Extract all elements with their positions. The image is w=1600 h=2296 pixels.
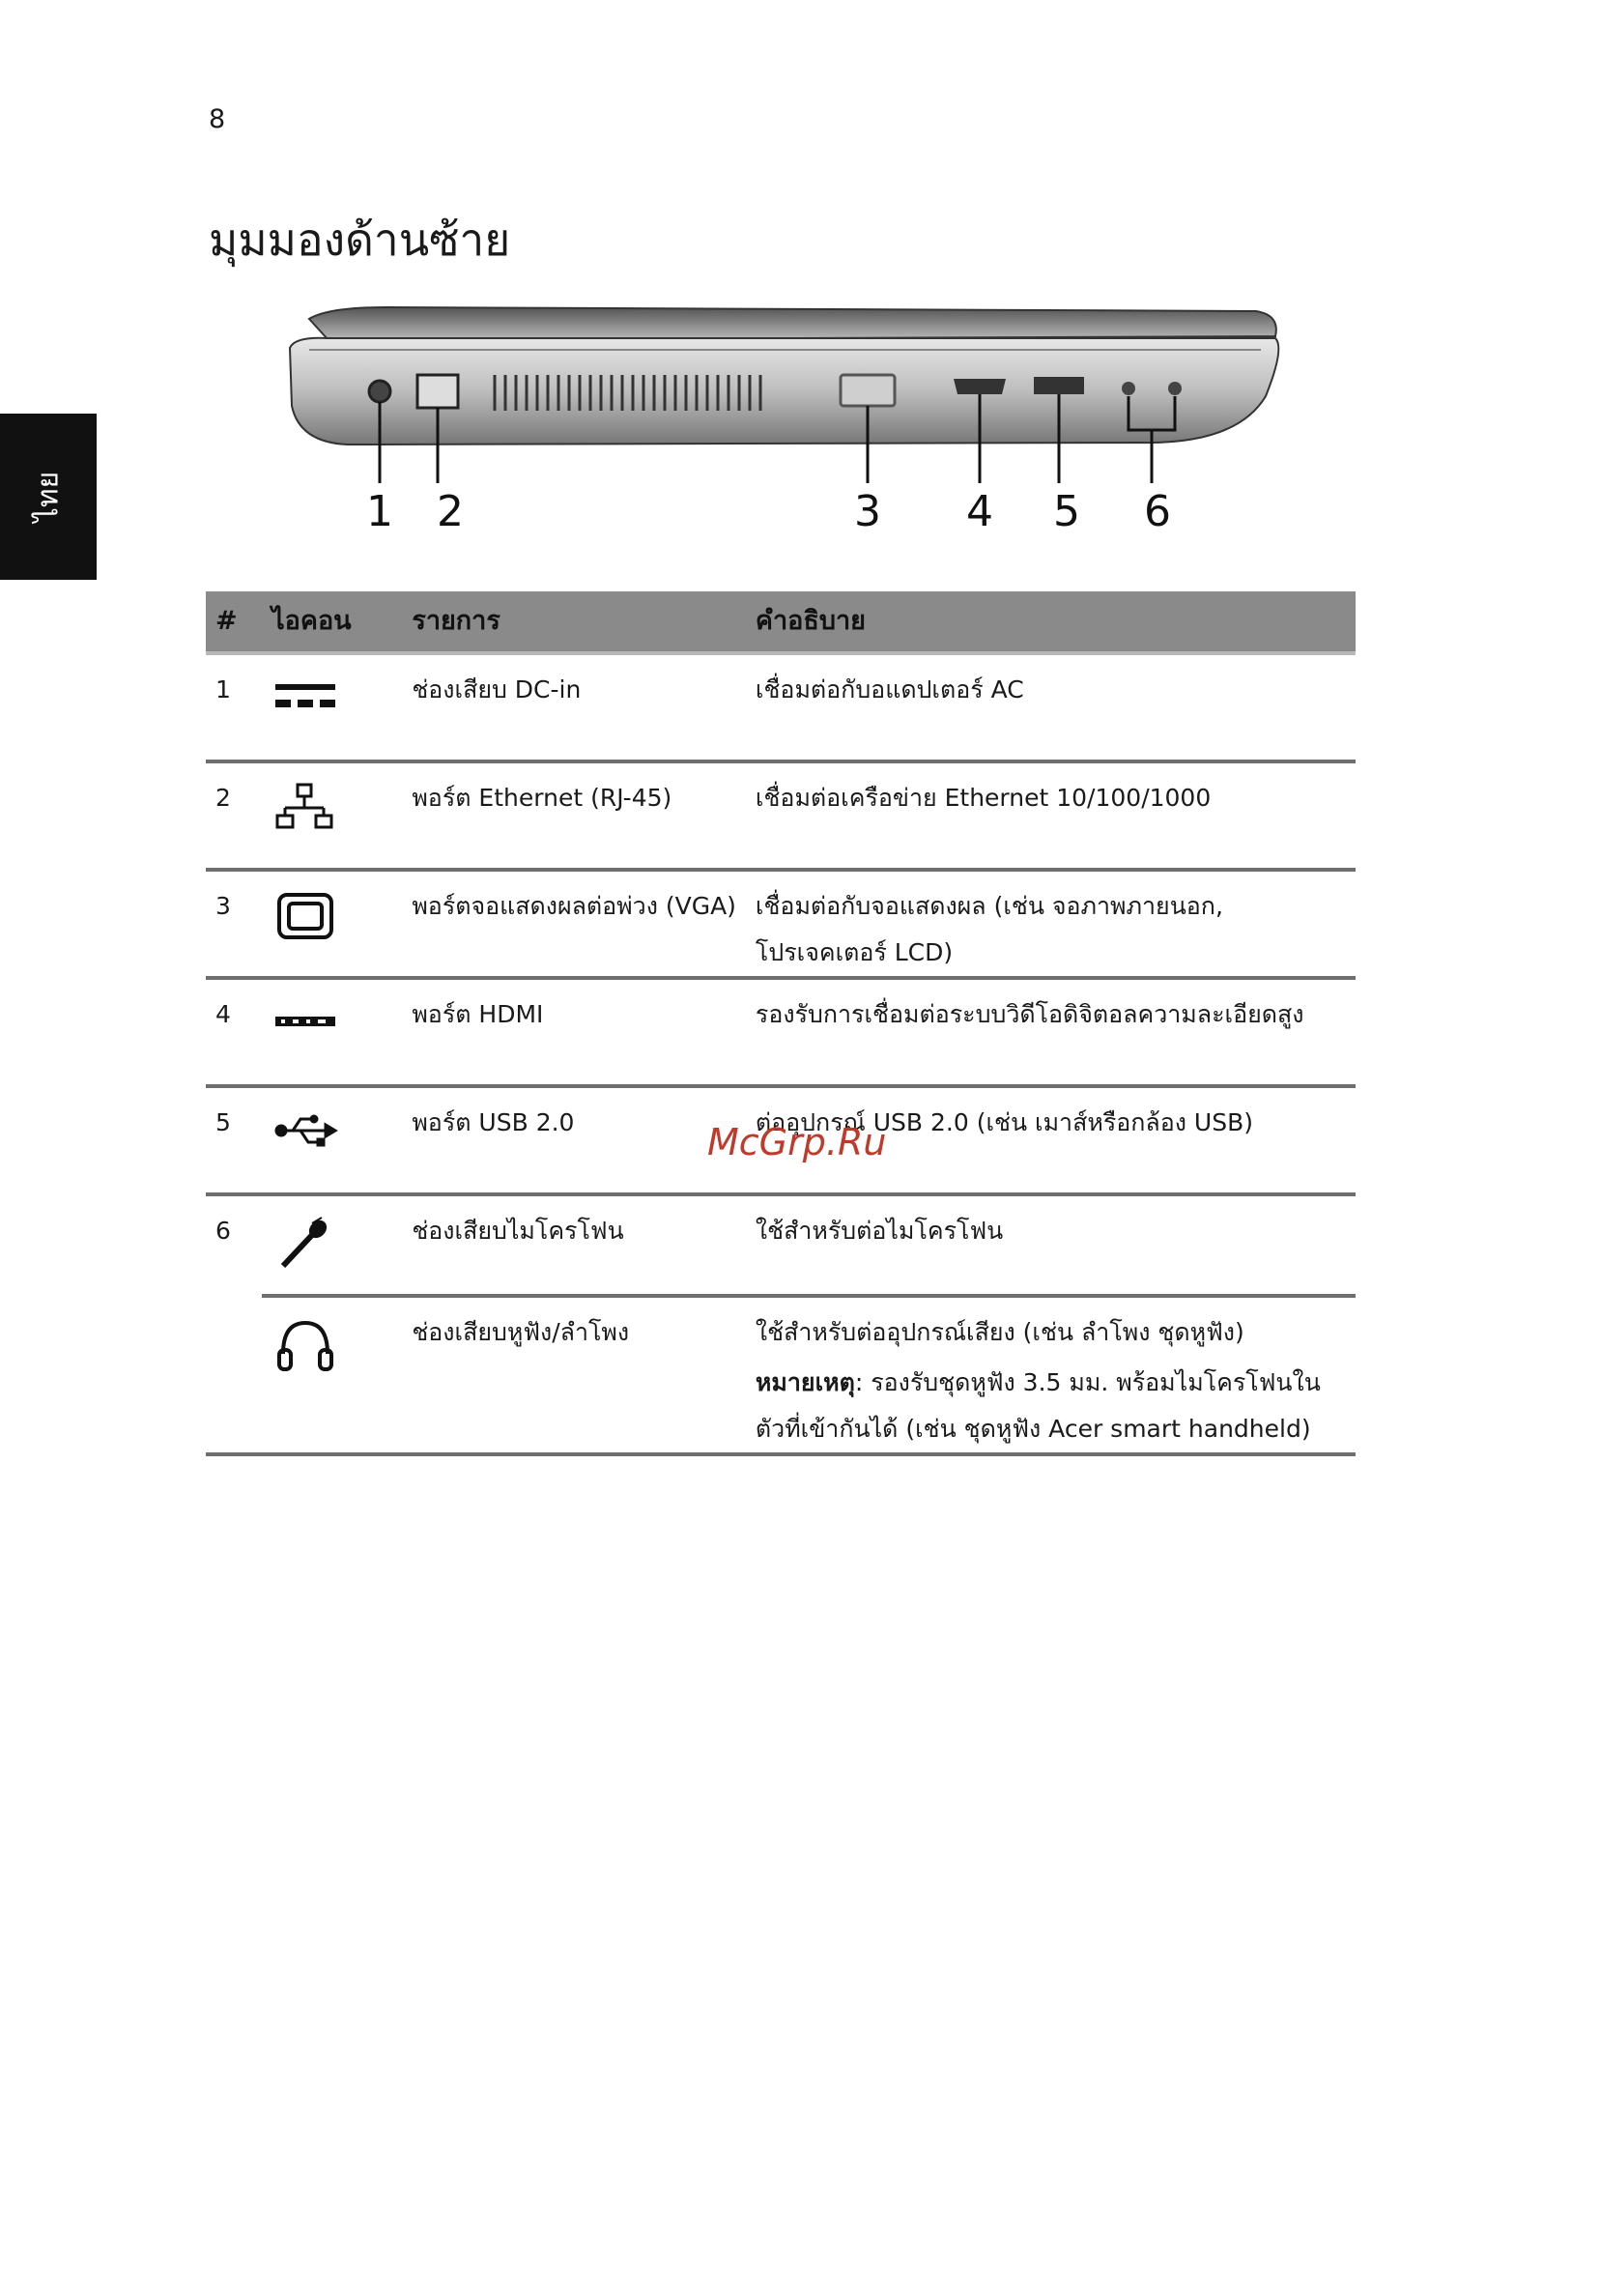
vga-port bbox=[841, 375, 895, 406]
callout-2: 2 bbox=[437, 487, 464, 536]
callout-6: 6 bbox=[1144, 487, 1171, 536]
vga-icon bbox=[271, 889, 339, 943]
row-num: 1 bbox=[206, 653, 262, 761]
language-tab bbox=[0, 414, 97, 580]
laptop-illustration bbox=[271, 290, 1295, 483]
table-header-row bbox=[206, 591, 1356, 653]
headphone-jack bbox=[1168, 382, 1182, 395]
row-num bbox=[206, 1296, 262, 1454]
header-num: # bbox=[206, 591, 262, 653]
callout-3: 3 bbox=[854, 487, 881, 536]
row-item: ช่องเสียบ DC-in bbox=[402, 653, 746, 761]
row-note bbox=[756, 1360, 1346, 1452]
callout-1: 1 bbox=[366, 487, 393, 536]
table-row bbox=[206, 870, 1356, 978]
row-desc: ต่ออุปกรณ์ USB 2.0 (เช่น เมาส์หรือกล้อง USB) bbox=[746, 1086, 1356, 1194]
callout-5: 5 bbox=[1053, 487, 1080, 536]
row-num: 2 bbox=[206, 761, 262, 870]
mic-jack bbox=[1122, 382, 1135, 395]
language-tab-label: ไทย bbox=[31, 471, 66, 523]
row-num: 4 bbox=[206, 978, 262, 1086]
callout-4: 4 bbox=[966, 487, 993, 536]
header-desc: คำอธิบาย bbox=[746, 591, 1356, 653]
ports-table bbox=[206, 591, 1356, 1456]
row-item: ช่องเสียบไมโครโฟน bbox=[402, 1194, 746, 1296]
table-row bbox=[206, 761, 1356, 870]
table-row bbox=[206, 978, 1356, 1086]
usb-port bbox=[1034, 377, 1084, 394]
row-item: พอร์ต Ethernet (RJ-45) bbox=[402, 761, 746, 870]
header-item: รายการ bbox=[402, 591, 746, 653]
hdmi-port bbox=[954, 379, 1006, 394]
headphones-icon bbox=[271, 1315, 339, 1377]
row-desc: เชื่อมต่อกับอแดปเตอร์ AC bbox=[746, 653, 1356, 761]
dc-in-icon bbox=[271, 673, 339, 721]
row-num: 3 bbox=[206, 870, 262, 978]
row-item: พอร์ต USB 2.0 bbox=[402, 1086, 746, 1194]
note-label: หมายเหตุ bbox=[755, 1368, 855, 1396]
dc-in-jack bbox=[369, 381, 390, 402]
table-row bbox=[206, 1296, 1356, 1454]
row-item: พอร์ตจอแสดงผลต่อพ่วง (VGA) bbox=[402, 870, 746, 978]
row-item: พอร์ต HDMI bbox=[402, 978, 746, 1086]
row-desc: ใช้สำหรับต่อไมโครโฟน bbox=[746, 1194, 1356, 1296]
page-title: มุมมองด้านซ้าย bbox=[209, 214, 511, 266]
row-item: ช่องเสียบหูฟัง/ลำโพง bbox=[402, 1296, 746, 1454]
microphone-icon bbox=[271, 1214, 339, 1272]
row-num: 5 bbox=[206, 1086, 262, 1194]
row-desc: รองรับการเชื่อมต่อระบบวิดีโอดิจิตอลความละเอียดสูง bbox=[746, 978, 1356, 1086]
row-desc: เชื่อมต่อกับจอแสดงผล (เช่น จอภาพภายนอก, โปรเจคเตอร์ LCD) bbox=[746, 870, 1356, 978]
laptop-left-side-figure bbox=[271, 290, 1295, 560]
hdmi-icon bbox=[271, 997, 339, 1046]
ethernet-icon bbox=[271, 781, 339, 835]
row-desc: เชื่อมต่อเครือข่าย Ethernet 10/100/1000 bbox=[746, 761, 1356, 870]
row-num: 6 bbox=[215, 1217, 231, 1245]
table-row bbox=[206, 1194, 1356, 1296]
note-text: : รองรับชุดหูฟัง 3.5 มม. พร้อมไมโครโฟนในตัวที่เข้ากันได้ (เช่น ชุดหูฟัง Acer smart handheld) bbox=[755, 1368, 1321, 1443]
header-icon: ไอคอน bbox=[262, 591, 402, 653]
table-row bbox=[206, 653, 1356, 761]
rj45-port bbox=[417, 375, 458, 408]
page-number: 8 bbox=[209, 104, 226, 134]
row-desc: ใช้สำหรับต่ออุปกรณ์เสียง (เช่น ลำโพง ชุดหูฟัง) bbox=[755, 1318, 1244, 1346]
usb-icon bbox=[271, 1105, 339, 1154]
watermark: McGrp.Ru bbox=[707, 1121, 887, 1163]
